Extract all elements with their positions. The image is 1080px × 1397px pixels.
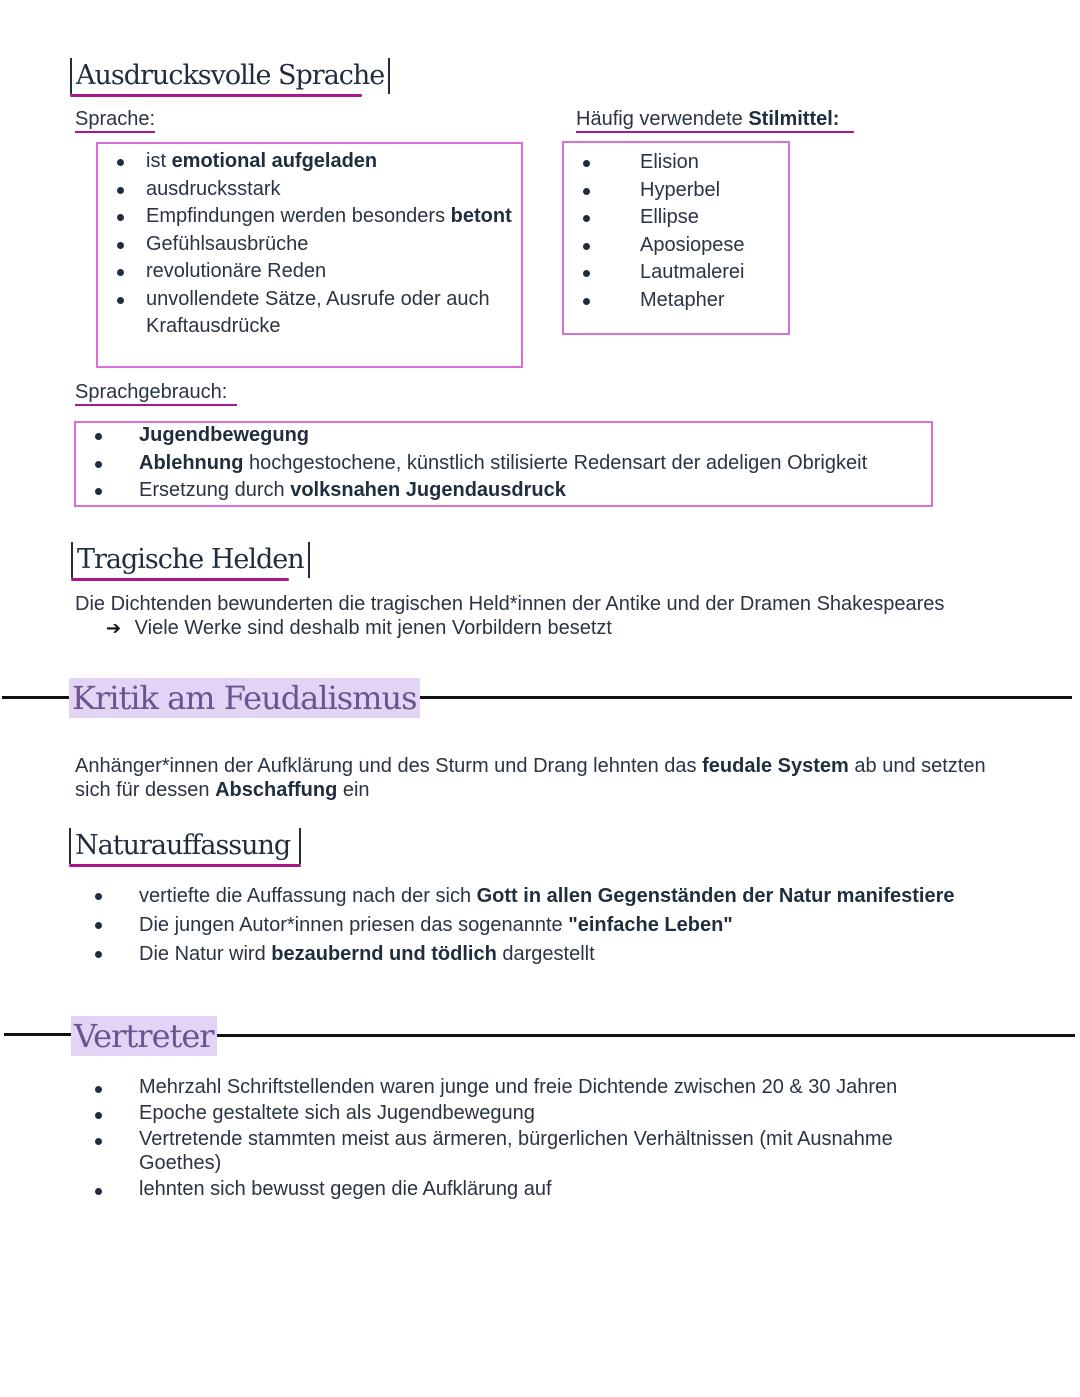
sprachgebrauch-label: Sprachgebrauch: bbox=[75, 381, 237, 406]
vertreter-list bbox=[76, 1075, 976, 1203]
divider-right bbox=[215, 1034, 1075, 1037]
heading-underline bbox=[71, 578, 289, 581]
divider-left bbox=[4, 1033, 72, 1036]
list-item: Ablehnung hochgestochene, künstlich stilisierte Redensart der adeligen Obrigkeit bbox=[76, 450, 931, 478]
list-item: revolutionäre Reden bbox=[98, 258, 513, 286]
list-item: Elision bbox=[564, 149, 788, 177]
heading-vertreter: Vertreter bbox=[71, 1016, 217, 1056]
label-underline bbox=[75, 404, 237, 406]
list-item: Hyperbel bbox=[564, 177, 788, 205]
stilmittel-label: Häufig verwendete Stilmittel: bbox=[576, 108, 854, 133]
heading-kritik-am-feudalismus: Kritik am Feudalismus bbox=[69, 678, 420, 718]
tragisch-arrow-line: ➔ Viele Werke sind deshalb mit jenen Vorbildern besetzt bbox=[106, 617, 612, 639]
kritik-text: Anhänger*innen der Aufklärung und des Sturm und Drang lehnten das feudale System ab und setzten sich für dessen Abschaffung ein bbox=[75, 755, 986, 801]
heading-underline bbox=[70, 94, 362, 97]
list-item: Ellipse bbox=[564, 204, 788, 232]
list-item: Vertretende stammten meist aus ärmeren, bürgerlichen Verhältnissen (mit Ausnahme Goethes) bbox=[76, 1127, 976, 1175]
arrow-icon: ➔ bbox=[106, 618, 122, 639]
heading-text: Ausdrucksvolle Sprache bbox=[70, 58, 390, 94]
heading-underline bbox=[69, 864, 301, 867]
stilmittel-box bbox=[562, 141, 790, 335]
divider-right bbox=[408, 696, 1072, 699]
list-item: Aposiopese bbox=[564, 232, 788, 260]
list-item: Ersetzung durch volksnahen Jugendausdruck bbox=[76, 477, 931, 505]
list-item: Die Natur wird bezaubernd und tödlich dargestellt bbox=[76, 940, 1066, 969]
list-item: Mehrzahl Schriftstellenden waren junge und freie Dichtende zwischen 20 & 30 Jahren bbox=[76, 1075, 976, 1099]
sprache-label: Sprache: bbox=[75, 108, 155, 133]
list-item: Jugendbewegung bbox=[76, 422, 931, 450]
natur-list bbox=[76, 882, 1066, 969]
list-item: ausdrucksstark bbox=[98, 176, 513, 204]
heading-naturauffassung bbox=[69, 828, 301, 867]
sprachgebrauch-list bbox=[76, 422, 931, 505]
heading-text: Tragische Helden bbox=[71, 542, 310, 578]
list-item: Die jungen Autor*innen priesen das sogenannte "einfache Leben" bbox=[76, 911, 1066, 940]
divider-left bbox=[2, 696, 70, 699]
stilmittel-list bbox=[564, 149, 788, 314]
label-underline bbox=[75, 131, 155, 133]
heading-tragische-helden bbox=[71, 542, 310, 581]
list-item: Epoche gestaltete sich als Jugendbewegung bbox=[76, 1101, 976, 1125]
list-item: ist emotional aufgeladen bbox=[98, 148, 513, 176]
list-item: lehnten sich bewusst gegen die Aufklärung auf bbox=[76, 1177, 976, 1201]
list-item: vertiefte die Auffassung nach der sich Gott in allen Gegenständen der Natur manifestiere bbox=[76, 882, 1066, 911]
heading-ausdrucksvolle-sprache bbox=[70, 58, 390, 97]
tragisch-text: Die Dichtenden bewunderten die tragischen Held*innen der Antike und der Dramen Shakespeares bbox=[75, 593, 945, 615]
list-item: unvollendete Sätze, Ausrufe oder auch Kraftausdrücke bbox=[98, 286, 513, 341]
list-item: Lautmalerei bbox=[564, 259, 788, 287]
list-item: Gefühlsausbrüche bbox=[98, 231, 513, 259]
heading-text: Naturauffassung bbox=[69, 828, 301, 864]
sprache-box bbox=[96, 142, 523, 368]
sprachgebrauch-box bbox=[74, 421, 933, 507]
list-item: Empfindungen werden besonders betont bbox=[98, 203, 513, 231]
label-underline bbox=[576, 131, 854, 133]
list-item: Metapher bbox=[564, 287, 788, 315]
sprache-list bbox=[98, 148, 521, 341]
